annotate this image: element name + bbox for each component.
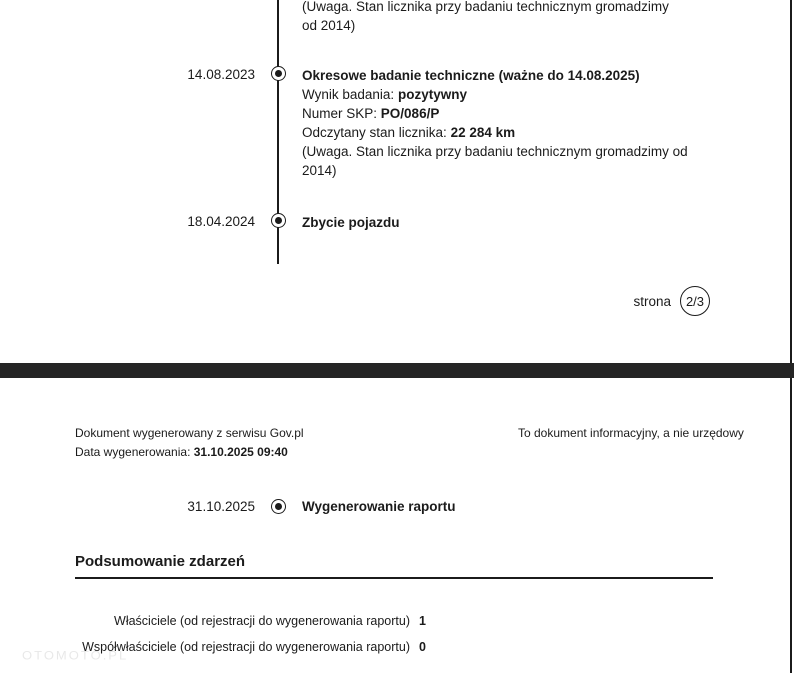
- detail-label: Numer SKP:: [302, 106, 378, 121]
- document-page-lower: [0, 378, 792, 673]
- page-indicator-badge: 2/3: [680, 286, 710, 316]
- summary-heading: Podsumowanie zdarzeń: [75, 553, 246, 570]
- summary-row-label: Współwłaściciele (od rejestracji do wygenerowania raportu): [82, 640, 410, 654]
- timeline-event-detail: [302, 123, 702, 142]
- footer-generated-line: [75, 443, 304, 462]
- page-indicator: [633, 286, 710, 316]
- detail-value: pozytywny: [397, 87, 467, 102]
- timeline-marker-icon: [271, 66, 286, 81]
- detail-label: Wynik badania:: [302, 87, 395, 102]
- timeline-continued-note: (Uwaga. Stan licznika przy badaniu technicznym gromadzimy od 2014): [302, 0, 669, 33]
- timeline-event-body: [302, 66, 702, 180]
- timeline-marker-icon: [271, 499, 286, 514]
- document-footer-left: [75, 424, 304, 462]
- detail-label: Odczytany stan licznika:: [302, 125, 447, 140]
- summary-row-value: 1: [419, 614, 426, 628]
- page-indicator-label: strona: [633, 293, 671, 309]
- timeline-event-date: 14.08.2023: [187, 67, 255, 82]
- generation-event-date: 31.10.2025: [187, 499, 255, 514]
- page-separator: [0, 363, 794, 378]
- summary-heading-rule: [75, 577, 713, 579]
- summary-table: [0, 613, 790, 673]
- timeline-event-title: Zbycie pojazdu: [302, 215, 400, 230]
- document-disclaimer: To dokument informacyjny, a nie urzędowy: [518, 426, 744, 440]
- summary-row: [0, 613, 790, 630]
- timeline-event-body: [302, 213, 702, 232]
- summary-row: [0, 639, 790, 673]
- timeline-event-detail: [302, 104, 702, 123]
- generation-event: [0, 498, 790, 518]
- timeline-event-detail: [302, 85, 702, 104]
- generation-event-title: Wygenerowanie raportu: [302, 499, 456, 514]
- timeline-marker-icon: [271, 213, 286, 228]
- timeline-event-note: (Uwaga. Stan licznika przy badaniu technicznym gromadzimy od 2014): [302, 144, 688, 178]
- summary-row-label: Właściciele (od rejestracji do wygenerowania raportu): [114, 614, 410, 628]
- footer-generated-value: 31.10.2025 09:40: [193, 445, 288, 459]
- timeline-event-date: 18.04.2024: [187, 214, 255, 229]
- footer-generated-label: Data wygenerowania:: [75, 445, 191, 459]
- summary-row-value: 0: [419, 640, 426, 654]
- detail-value: 22 284 km: [450, 125, 516, 140]
- footer-source-line: Dokument wygenerowany z serwisu Gov.pl: [75, 426, 304, 440]
- detail-value: PO/086/P: [380, 106, 440, 121]
- summary-section-header: [75, 552, 713, 572]
- timeline-event-title: Okresowe badanie techniczne (ważne do 14.08.2025): [302, 68, 640, 83]
